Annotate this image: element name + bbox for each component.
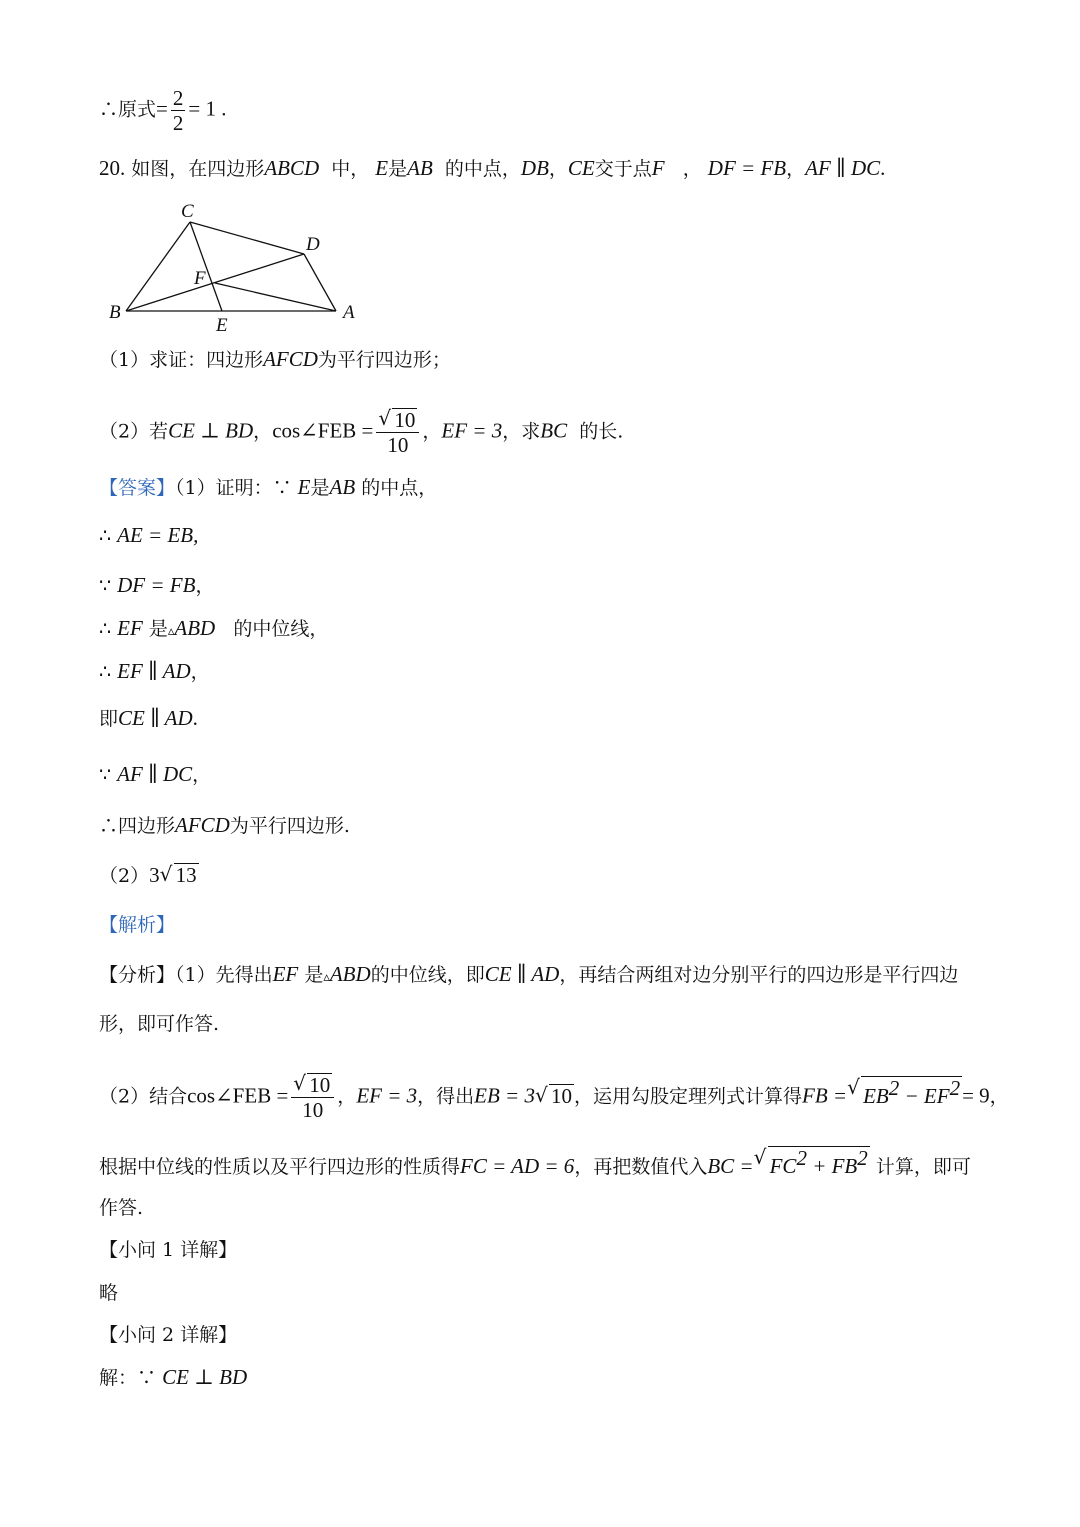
part-2-question: （2）若CE ⊥ BD，cos∠FEB = √ $\frac{10}{10}$ ，EF = 3，求BC 的长. [99, 408, 623, 457]
diagonal-bd [126, 254, 304, 311]
step-4: ∴ EF ∥ AD， [99, 659, 210, 683]
answer-header: 【答案】（1）证明：∵ E是AB 的中点， [99, 475, 438, 499]
step-1: ∴ AE = EB, [99, 523, 199, 547]
sub-question-1-header: 【小问 1 详解】 [99, 1239, 238, 1261]
analysis-line-4: 根据中位线的性质以及平行四边形的性质得FC = AD = 6，再把数值代入BC =√ $FC^2 + FB^2$ 计算，即可 [99, 1146, 971, 1180]
step-5: 即CE ∥ AD. [99, 706, 198, 730]
segment-af [215, 283, 336, 311]
step-6: ∵ AF ∥ DC， [99, 762, 212, 786]
result-line: ∴原式= $\frac{2}{2}$ = 1 . [99, 86, 227, 135]
segment-ce [190, 222, 222, 311]
analysis-line-5: 作答. [99, 1197, 144, 1219]
edge-da [304, 254, 336, 311]
fraction: $\frac{2}{2}$ [172, 86, 184, 135]
quadrilateral-figure [104, 198, 364, 338]
fraction: √ $\frac{10}{10}$ [291, 1073, 334, 1122]
question-20: 20. 如图，在四边形ABCD 中， E是AB 的中点，DB，CE交于点F ， DF = FB，AF ∥ DC. [99, 156, 886, 180]
label-f: F [194, 268, 206, 289]
label-c: C [181, 201, 194, 222]
analysis-header: 【解析】 [99, 914, 176, 936]
label-d: D [306, 234, 320, 255]
label-a: A [343, 302, 355, 323]
sub-question-1-body: 略 [99, 1282, 119, 1304]
analysis-line-2: 形，即可作答. [99, 1013, 220, 1035]
edge-cd [190, 222, 304, 254]
answer-part-2: （2）3√ 13 [99, 862, 199, 889]
fraction: √ $\frac{10}{10}$ [376, 408, 419, 457]
step-3: ∴ EF 是▵ABD 的中位线， [99, 616, 329, 640]
sub-question-2-header: 【小问 2 详解】 [99, 1324, 238, 1346]
solution-line: 解：∵ CE ⊥ BD [99, 1365, 248, 1389]
edge-bc [126, 222, 190, 311]
step-7: ∴四边形AFCD为平行四边形. [99, 813, 350, 837]
analysis-line-1: 【分析】（1）先得出EF 是▵ABD的中位线，即CE ∥ AD，再结合两组对边分别平行的四边形是平行四边 [99, 962, 959, 986]
step-2: ∵ DF = FB， [99, 573, 215, 597]
label-e: E [216, 315, 228, 336]
part-1-question: （1）求证：四边形AFCD为平行四边形； [99, 347, 451, 371]
analysis-line-3: （2）结合cos∠FEB = √ $\frac{10}{10}$ ，EF = 3，得出EB = 3√ 10 ，运用勾股定理列式计算得FB =√ $EB^2 - EF^2= 9$， [99, 1073, 1009, 1122]
label-b: B [109, 302, 121, 323]
